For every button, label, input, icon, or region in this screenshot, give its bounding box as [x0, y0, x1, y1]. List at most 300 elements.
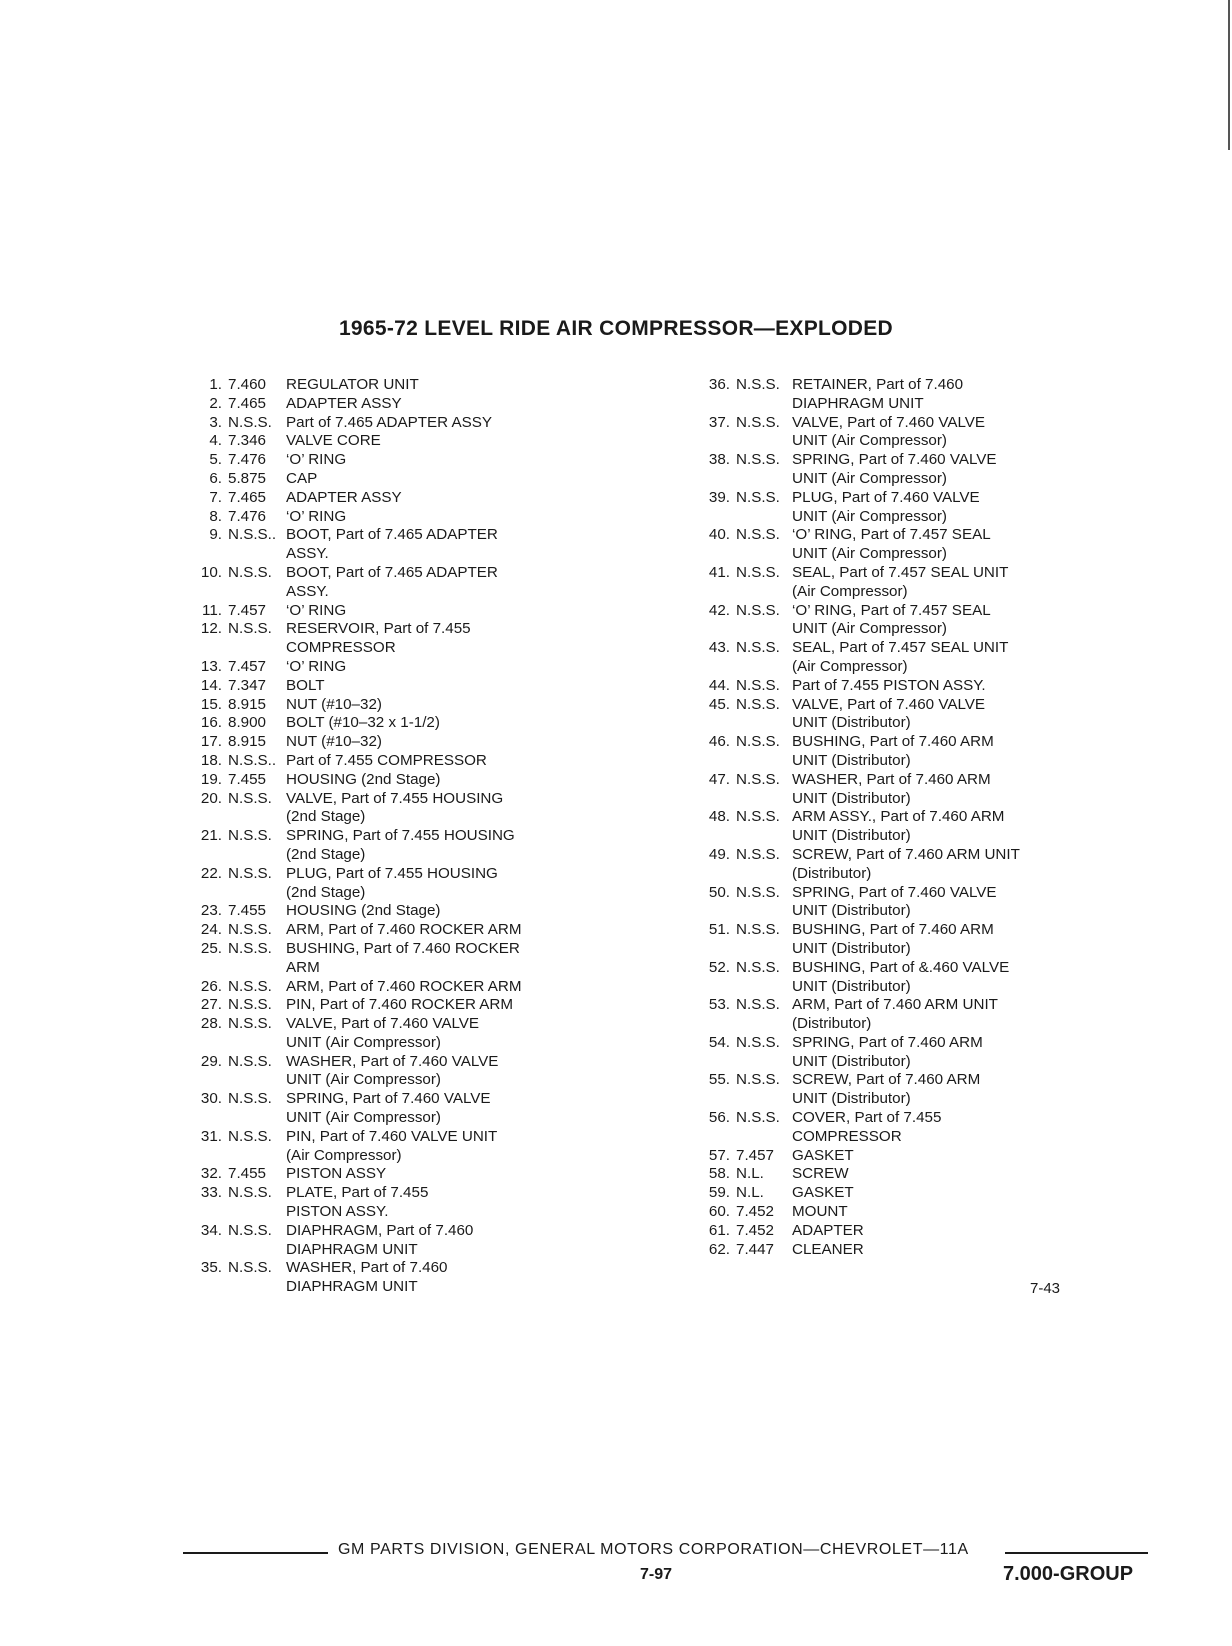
- part-description-line: UNIT (Distributor): [792, 1090, 911, 1108]
- part-description: [286, 470, 541, 489]
- part-description: [792, 846, 1047, 884]
- part-group-code: 7.452: [736, 1221, 775, 1239]
- part-entry: [688, 1203, 1047, 1222]
- part-entry: [688, 639, 1047, 677]
- part-description-line: NUT (#10–32): [286, 695, 382, 713]
- part-group-code: N.S.S.: [228, 1184, 272, 1202]
- part-group-code: 7.460: [228, 376, 267, 393]
- part-entry: [688, 526, 1047, 564]
- part-number: 3.: [209, 413, 222, 431]
- part-entry: [180, 978, 541, 997]
- part-entry: [688, 771, 1047, 809]
- part-entry: [688, 602, 1047, 640]
- part-description: [286, 1259, 541, 1297]
- part-number: 17.: [200, 733, 222, 751]
- part-number: 59.: [708, 1184, 730, 1202]
- part-group-code: N.S.S.: [736, 958, 780, 976]
- part-number: 11.: [202, 601, 222, 619]
- part-group-code: 7.346: [228, 432, 267, 450]
- part-group-code: N.S.S.: [228, 977, 272, 995]
- part-description-line: BOOT, Part of 7.465 ADAPTER: [286, 526, 498, 544]
- part-number: 6.: [209, 469, 222, 487]
- part-description-line: VALVE, Part of 7.460 VALVE: [286, 1015, 480, 1033]
- part-number: 53.: [708, 996, 730, 1014]
- part-entry: [180, 658, 541, 677]
- part-description-line: SPRING, Part of 7.460 ARM: [792, 1033, 983, 1051]
- part-description-line: ‘O’ RING: [286, 507, 347, 525]
- part-description-line: GASKET: [792, 1184, 854, 1202]
- part-description: [286, 714, 541, 733]
- part-number: 28.: [200, 1015, 222, 1033]
- part-description-line: COVER, Part of 7.455: [792, 1109, 942, 1127]
- part-description-line: Part of 7.455 PISTON ASSY.: [792, 676, 986, 694]
- part-number: 31.: [200, 1127, 222, 1145]
- part-number: 36.: [708, 376, 730, 393]
- part-group-code: N.S.S.: [228, 921, 272, 939]
- part-group-code: 8.915: [228, 695, 267, 713]
- part-description-line: VALVE, Part of 7.460 VALVE: [792, 695, 986, 713]
- part-entry: [180, 395, 541, 414]
- part-entry: [688, 846, 1047, 884]
- part-number: 40.: [708, 526, 730, 544]
- part-description: [792, 677, 1047, 696]
- part-number: 45.: [708, 695, 730, 713]
- part-description: [286, 1165, 541, 1184]
- part-description-line: BUSHING, Part of &.460 VALVE: [792, 958, 1010, 976]
- part-description: [286, 658, 541, 677]
- part-description-line: GASKET: [792, 1146, 854, 1164]
- part-description: [792, 696, 1047, 734]
- part-number: 54.: [708, 1033, 730, 1051]
- part-description: [286, 395, 541, 414]
- part-entry: [180, 489, 541, 508]
- part-group-code: 7.347: [228, 676, 267, 694]
- part-description: [286, 508, 541, 527]
- part-number: 23.: [200, 902, 222, 920]
- part-number: 9.: [209, 526, 222, 544]
- part-entry: [688, 1109, 1047, 1147]
- part-description-line: UNIT (Distributor): [792, 902, 911, 920]
- part-group-code: N.S.S.: [228, 996, 272, 1014]
- part-description-line: Part of 7.465 ADAPTER ASSY: [286, 413, 492, 431]
- part-group-code: 7.457: [228, 657, 267, 675]
- part-number: 61.: [708, 1221, 730, 1239]
- part-description-line: SPRING, Part of 7.460 VALVE: [286, 1090, 491, 1108]
- part-number: 32.: [200, 1165, 222, 1183]
- part-description: [792, 733, 1047, 771]
- part-description: [286, 526, 541, 564]
- part-description: [792, 376, 1047, 414]
- part-description-line: ASSY.: [286, 582, 329, 600]
- part-description: [286, 602, 541, 621]
- part-group-code: 8.915: [228, 733, 267, 751]
- part-description: [286, 733, 541, 752]
- part-description: [286, 696, 541, 715]
- part-description: [286, 1184, 541, 1222]
- part-entry: [688, 1241, 1047, 1260]
- part-description-line: ‘O’ RING, Part of 7.457 SEAL: [792, 601, 991, 619]
- part-number: 27.: [200, 996, 222, 1014]
- part-description-line: DIAPHRAGM UNIT: [286, 1240, 418, 1258]
- part-description-line: ADAPTER: [792, 1221, 864, 1239]
- part-description: [286, 489, 541, 508]
- part-group-code: N.S.S.: [228, 413, 272, 431]
- part-description-line: UNIT (Distributor): [792, 977, 911, 995]
- part-description-line: DIAPHRAGM UNIT: [792, 394, 924, 412]
- part-description: [792, 808, 1047, 846]
- part-group-code: N.S.S.: [228, 1090, 272, 1108]
- part-description: [286, 432, 541, 451]
- part-group-code: N.S.S.: [228, 827, 272, 845]
- part-number: 25.: [200, 939, 222, 957]
- footer-publisher: GM PARTS DIVISION, GENERAL MOTORS CORPORATION—CHEVROLET—11A: [338, 1541, 969, 1558]
- part-description-line: VALVE, Part of 7.460 VALVE: [792, 413, 986, 431]
- part-entry: [688, 696, 1047, 734]
- part-description-line: UNIT (Air Compressor): [286, 1109, 441, 1127]
- part-group-code: N.S.S.: [736, 676, 780, 694]
- part-entry: [688, 1071, 1047, 1109]
- part-number: 4.: [209, 432, 222, 450]
- part-number: 19.: [200, 770, 222, 788]
- part-group-code: N.S.S.: [736, 845, 780, 863]
- part-description: [792, 602, 1047, 640]
- part-description: [792, 1184, 1047, 1203]
- part-description: [792, 1071, 1047, 1109]
- part-number: 14.: [200, 676, 222, 694]
- part-number: 1.: [209, 376, 222, 393]
- part-description-line: UNIT (Distributor): [792, 751, 911, 769]
- part-description: [286, 1222, 541, 1260]
- part-description: [286, 414, 541, 433]
- part-description: [286, 827, 541, 865]
- part-description-line: ‘O’ RING: [286, 451, 347, 469]
- part-group-code: N.S.S.: [228, 1127, 272, 1145]
- part-description: [792, 1222, 1047, 1241]
- part-group-code: 7.457: [736, 1146, 775, 1164]
- part-number: 56.: [708, 1109, 730, 1127]
- part-number: 34.: [200, 1221, 222, 1239]
- part-number: 18.: [200, 751, 222, 769]
- part-description: [792, 489, 1047, 527]
- part-description-line: SEAL, Part of 7.457 SEAL UNIT: [792, 639, 1009, 657]
- part-description: [792, 921, 1047, 959]
- part-number: 43.: [708, 639, 730, 657]
- part-description-line: UNIT (Air Compressor): [286, 1033, 441, 1051]
- part-description: [286, 752, 541, 771]
- part-entry: [180, 1090, 541, 1128]
- part-entry: [688, 564, 1047, 602]
- part-description-line: PLATE, Part of 7.455: [286, 1184, 429, 1202]
- part-number: 29.: [200, 1052, 222, 1070]
- part-group-code: N.S.S.: [736, 376, 780, 393]
- part-group-code: N.S.S.: [736, 639, 780, 657]
- part-number: 44.: [708, 676, 730, 694]
- part-group-code: N.S.S..: [228, 526, 277, 544]
- part-entry: [688, 921, 1047, 959]
- part-description: [792, 1147, 1047, 1166]
- part-group-code: N.S.S.: [736, 526, 780, 544]
- part-description-line: (Distributor): [792, 1015, 872, 1033]
- part-entry: [180, 996, 541, 1015]
- part-group-code: N.S.S.: [228, 1259, 272, 1277]
- part-description: [286, 1090, 541, 1128]
- part-description: [286, 996, 541, 1015]
- part-description-line: (2nd Stage): [286, 883, 366, 901]
- part-description-line: UNIT (Air Compressor): [792, 620, 947, 638]
- part-description-line: DIAPHRAGM UNIT: [286, 1278, 418, 1296]
- part-group-code: N.S.S.: [228, 1015, 272, 1033]
- part-entry: [180, 902, 541, 921]
- part-description-line: RETAINER, Part of 7.460: [792, 376, 964, 393]
- part-number: 2.: [209, 394, 222, 412]
- part-description-line: PISTON ASSY.: [286, 1203, 389, 1221]
- part-description-line: SEAL, Part of 7.457 SEAL UNIT: [792, 563, 1009, 581]
- part-group-code: 7.455: [228, 902, 267, 920]
- part-description: [286, 978, 541, 997]
- part-entry: [180, 1184, 541, 1222]
- part-entry: [180, 602, 541, 621]
- part-number: 16.: [200, 714, 222, 732]
- part-description-line: ASSY.: [286, 545, 329, 563]
- part-entry: [180, 733, 541, 752]
- part-description-line: ARM, Part of 7.460 ROCKER ARM: [286, 977, 522, 995]
- part-description: [792, 1165, 1047, 1184]
- part-entry: [180, 790, 541, 828]
- part-group-code: 7.465: [228, 488, 267, 506]
- part-description: [286, 865, 541, 903]
- part-group-code: N.S.S.: [736, 921, 780, 939]
- part-description-line: ARM, Part of 7.460 ARM UNIT: [792, 996, 998, 1014]
- part-description: [286, 1128, 541, 1166]
- part-description: [286, 921, 541, 940]
- part-group-code: 7.465: [228, 394, 267, 412]
- part-description-line: WASHER, Part of 7.460 VALVE: [286, 1052, 499, 1070]
- part-description-line: REGULATOR UNIT: [286, 376, 419, 393]
- part-description-line: (Air Compressor): [286, 1146, 402, 1164]
- part-entry: [688, 996, 1047, 1034]
- part-description-line: PIN, Part of 7.460 VALVE UNIT: [286, 1127, 498, 1145]
- part-description-line: SCREW, Part of 7.460 ARM UNIT: [792, 845, 1020, 863]
- part-entry: [688, 451, 1047, 489]
- part-description: [286, 1053, 541, 1091]
- part-entry: [180, 940, 541, 978]
- part-description-line: UNIT (Air Compressor): [792, 469, 947, 487]
- part-description-line: BOLT: [286, 676, 325, 694]
- part-description: [286, 620, 541, 658]
- part-description-line: ADAPTER ASSY: [286, 488, 402, 506]
- part-entry: [180, 508, 541, 527]
- part-entry: [688, 376, 1047, 414]
- part-entry: [180, 1128, 541, 1166]
- part-description-line: BUSHING, Part of 7.460 ROCKER: [286, 939, 520, 957]
- part-description-line: HOUSING (2nd Stage): [286, 770, 441, 788]
- part-description-line: VALVE CORE: [286, 432, 381, 450]
- part-description-line: WASHER, Part of 7.460: [286, 1259, 448, 1277]
- part-entry: [180, 470, 541, 489]
- part-group-code: N.S.S.: [736, 695, 780, 713]
- part-number: 13.: [200, 657, 222, 675]
- part-description-line: ADAPTER ASSY: [286, 394, 402, 412]
- part-entry: [180, 1015, 541, 1053]
- part-description: [286, 677, 541, 696]
- part-number: 46.: [708, 733, 730, 751]
- part-group-code: 7.457: [228, 601, 267, 619]
- part-description-line: UNIT (Distributor): [792, 827, 911, 845]
- part-description: [286, 376, 541, 395]
- part-description: [286, 790, 541, 828]
- part-number: 47.: [708, 770, 730, 788]
- part-description-line: (Air Compressor): [792, 582, 908, 600]
- part-description-line: ARM ASSY., Part of 7.460 ARM: [792, 808, 1005, 826]
- part-description-line: ‘O’ RING: [286, 657, 347, 675]
- part-entry: [688, 414, 1047, 452]
- footer-page-number: 7-97: [640, 1566, 673, 1583]
- part-group-code: N.S.S.: [736, 488, 780, 506]
- parts-list-left: [180, 376, 541, 1297]
- part-group-code: N.S.S.: [736, 413, 780, 431]
- part-description: [792, 414, 1047, 452]
- part-entry: [688, 959, 1047, 997]
- part-number: 42.: [708, 601, 730, 619]
- part-entry: [180, 376, 541, 395]
- part-description-line: SCREW, Part of 7.460 ARM: [792, 1071, 981, 1089]
- part-group-code: N.S.S.: [736, 733, 780, 751]
- part-description-line: UNIT (Distributor): [792, 1052, 911, 1070]
- part-group-code: N.L.: [736, 1165, 764, 1183]
- part-number: 37.: [708, 413, 730, 431]
- part-description-line: UNIT (Distributor): [792, 939, 911, 957]
- part-number: 41.: [708, 563, 730, 581]
- part-description-line: PISTON ASSY: [286, 1165, 387, 1183]
- part-entry: [180, 827, 541, 865]
- part-number: 58.: [708, 1165, 730, 1183]
- part-description-line: CAP: [286, 469, 318, 487]
- part-description-line: DIAPHRAGM, Part of 7.460: [286, 1221, 474, 1239]
- part-description: [286, 902, 541, 921]
- part-number: 20.: [200, 789, 222, 807]
- part-entry: [180, 414, 541, 433]
- part-description-line: (Distributor): [792, 864, 872, 882]
- part-group-code: N.L.: [736, 1184, 764, 1202]
- part-description-line: BUSHING, Part of 7.460 ARM: [792, 921, 994, 939]
- part-description: [286, 1015, 541, 1053]
- part-description-line: WASHER, Part of 7.460 ARM: [792, 770, 991, 788]
- part-entry: [180, 1053, 541, 1091]
- part-description-line: MOUNT: [792, 1203, 848, 1221]
- part-description: [286, 940, 541, 978]
- part-number: 39.: [708, 488, 730, 506]
- part-description-line: SPRING, Part of 7.460 VALVE: [792, 883, 997, 901]
- part-entry: [688, 489, 1047, 527]
- part-description-line: UNIT (Distributor): [792, 714, 911, 732]
- part-group-code: N.S.S.: [228, 789, 272, 807]
- part-description: [792, 996, 1047, 1034]
- part-number: 57.: [708, 1146, 730, 1164]
- part-description: [792, 771, 1047, 809]
- part-description-line: (2nd Stage): [286, 845, 366, 863]
- part-group-code: N.S.S.: [736, 996, 780, 1014]
- part-group-code: N.S.S.: [736, 601, 780, 619]
- part-number: 24.: [200, 921, 222, 939]
- part-number: 51.: [708, 921, 730, 939]
- parts-list-right: [688, 376, 1047, 1259]
- part-entry: [180, 714, 541, 733]
- part-number: 15.: [200, 695, 222, 713]
- part-number: 50.: [708, 883, 730, 901]
- part-number: 49.: [708, 845, 730, 863]
- part-description: [792, 639, 1047, 677]
- part-description: [792, 1034, 1047, 1072]
- part-description-line: (2nd Stage): [286, 808, 366, 826]
- part-number: 8.: [209, 507, 222, 525]
- part-description-line: PLUG, Part of 7.455 HOUSING: [286, 864, 498, 882]
- part-entry: [688, 1034, 1047, 1072]
- part-description-line: VALVE, Part of 7.455 HOUSING: [286, 789, 504, 807]
- part-entry: [180, 771, 541, 790]
- part-description-line: RESERVOIR, Part of 7.455: [286, 620, 471, 638]
- part-number: 62.: [708, 1240, 730, 1258]
- part-description-line: SCREW: [792, 1165, 849, 1183]
- part-group-code: N.S.S.: [736, 1033, 780, 1051]
- part-number: 33.: [200, 1184, 222, 1202]
- part-description-line: PIN, Part of 7.460 ROCKER ARM: [286, 996, 514, 1014]
- part-description: [792, 1109, 1047, 1147]
- part-description: [286, 451, 541, 470]
- part-group-code: N.S.S.: [736, 808, 780, 826]
- part-number: 12.: [200, 620, 222, 638]
- part-description-line: Part of 7.455 COMPRESSOR: [286, 751, 487, 769]
- part-entry: [180, 865, 541, 903]
- part-description: [286, 771, 541, 790]
- part-entry: [688, 1222, 1047, 1241]
- part-group-code: N.S.S.: [228, 939, 272, 957]
- part-number: 5.: [209, 451, 222, 469]
- part-description-line: ARM, Part of 7.460 ROCKER ARM: [286, 921, 522, 939]
- part-description-line: BUSHING, Part of 7.460 ARM: [792, 733, 994, 751]
- part-group-code: N.S.S.: [228, 563, 272, 581]
- part-description: [792, 451, 1047, 489]
- part-group-code: 5.875: [228, 469, 267, 487]
- part-description-line: UNIT (Air Compressor): [792, 507, 947, 525]
- part-entry: [180, 451, 541, 470]
- part-number: 52.: [708, 958, 730, 976]
- part-description: [286, 564, 541, 602]
- part-group-code: 7.452: [736, 1203, 775, 1221]
- part-description-line: COMPRESSOR: [792, 1127, 902, 1145]
- part-group-code: N.S.S.: [736, 451, 780, 469]
- part-description-line: NUT (#10–32): [286, 733, 382, 751]
- part-group-code: N.S.S.: [736, 563, 780, 581]
- part-description: [792, 526, 1047, 564]
- footer-rule-left: [183, 1552, 328, 1554]
- part-entry: [688, 1184, 1047, 1203]
- part-entry: [180, 620, 541, 658]
- part-description-line: (Air Compressor): [792, 657, 908, 675]
- part-group-code: N.S.S.: [228, 1221, 272, 1239]
- part-description-line: CLEANER: [792, 1240, 864, 1258]
- part-entry: [180, 1222, 541, 1260]
- part-group-code: N.S.S.: [228, 620, 272, 638]
- part-number: 35.: [200, 1259, 222, 1277]
- page-title: 1965-72 LEVEL RIDE AIR COMPRESSOR—EXPLODED: [338, 317, 894, 340]
- part-entry: [688, 884, 1047, 922]
- part-entry: [180, 1165, 541, 1184]
- part-description-line: ‘O’ RING, Part of 7.457 SEAL: [792, 526, 991, 544]
- part-entry: [688, 733, 1047, 771]
- scan-edge: [1228, 0, 1230, 150]
- part-group-code: N.S.S.: [736, 883, 780, 901]
- part-entry: [180, 432, 541, 451]
